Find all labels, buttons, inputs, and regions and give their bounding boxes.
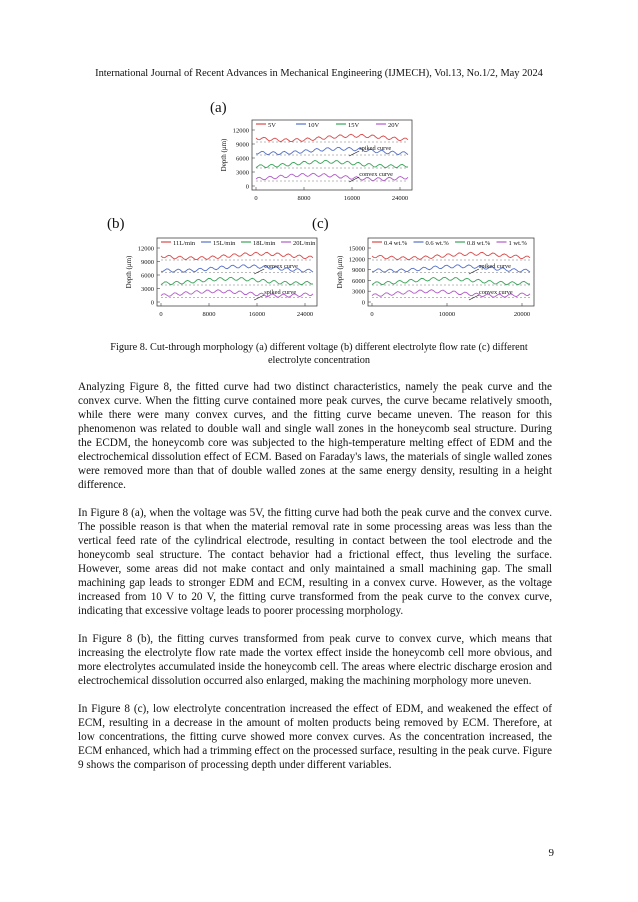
y-axis-label: Depth (μm) <box>220 138 228 172</box>
caption-line-2: electrolyte concentration <box>267 355 371 366</box>
y-tick-label: 0 <box>150 299 154 307</box>
curve-annotation: convex curve <box>478 289 513 296</box>
x-tick-label: 16000 <box>248 311 266 318</box>
legend-entry: 20L/min <box>293 240 316 247</box>
panel-c <box>310 216 540 331</box>
x-tick-label: 24000 <box>296 311 314 318</box>
legend-entry: 10V <box>308 122 320 129</box>
curve-annotation: spiked curve <box>264 289 297 296</box>
paragraph-3: In Figure 8 (b), the fitting curves transformed from peak curve to convex curve, which means that increasing the electrolyte flow rate made the vortex effect inside the honeycomb cell more obvious, and more electrolytes accumulated inside the honeycomb cell. The areas where electric discharge erosion and electrochemical dissolution occurred also enlarged, making the machining morphology more uneven. <box>78 633 552 687</box>
x-tick-label: 20000 <box>513 311 531 318</box>
y-tick-label: 3000 <box>352 288 365 296</box>
y-tick-label: 9000 <box>352 267 365 275</box>
x-tick-label: 16000 <box>343 195 361 202</box>
paragraph-4: In Figure 8 (c), low electrolyte concentration increased the effect of EDM, and weakened the effect of ECM, resulting in a decrease in the amount of molten products being removed by ECM. Therefore, at low concentrations, the fitting curve showed more convex curves. As the concentration increased, the ECM enhanced, which had a trimming effect on the processed surface, resulting in the peak curve. Figure 9 shows the comparison of processing depth under different variables. <box>78 703 552 771</box>
page-number: 9 <box>548 847 554 859</box>
y-tick-label: 6000 <box>236 155 249 163</box>
profile-curve <box>161 277 313 284</box>
panel-label: (a) <box>210 100 227 116</box>
y-tick-label: 12000 <box>232 127 249 135</box>
legend-entry: 0.4 wt.% <box>384 240 408 247</box>
y-tick-label: 0 <box>245 183 249 191</box>
x-tick-label: 10000 <box>438 311 456 318</box>
y-axis-label: Depth (μm) <box>336 255 344 289</box>
legend-entry: 20V <box>388 122 400 129</box>
profile-curve <box>372 277 530 284</box>
paragraph-2: In Figure 8 (a), when the voltage was 5V, the fitting curve had both the peak curve and the convex curve. The possible reason is that when the material removal rate in some processing areas was less than the vertical feed rate of the cylindrical electrode, resulting in contact between the tool electrode and the honeycomb seal structure. The contact behavior had a frictional effect, thus leveling the surface. However, some areas did not make contact and only maintained a small machining gap. The small machining gap leads to stronger EDM and ECM, resulting in a convex curve. However, as the voltage increased from 10 V to 20 V, the fitting curve transformed from the peak curve to the convex curve, indicating that excessive voltage leads to poorer processing morphology. <box>78 507 552 617</box>
legend-entry: 15L/min <box>213 240 236 247</box>
profile-curve <box>161 252 313 259</box>
panel-a <box>190 100 420 215</box>
legend-entry: 0.6 wt.% <box>425 240 449 247</box>
panel-label: (c) <box>312 216 329 232</box>
paragraph-1: Analyzing Figure 8, the fitted curve had two distinct characteristics, namely the peak curve and the convex curve. When the fitting curve contained more peak curves, the curve became relatively smooth, while there were many convex curves, and the fitting curve became uneven. The reason for this phenomenon was related to double wall and single wall zones in the honeycomb seal structure. During the ECDM, the honeycomb core was subjected to the high-temperature melting effect of EDM and the electrochemical dissolution effect of ECM. Based on Faraday's laws, the materials of single walled zones were removed more than that of double walled zones at the same energy density, resulting in a height difference. <box>78 381 552 491</box>
legend-entry: 15V <box>348 122 360 129</box>
profile-curve <box>372 252 530 259</box>
profile-curve <box>256 134 408 141</box>
legend-entry: 11L/min <box>173 240 196 247</box>
y-tick-label: 0 <box>361 299 365 307</box>
annotation-arrow <box>254 269 264 274</box>
x-tick-label: 0 <box>370 311 374 318</box>
legend-entry: 0.8 wt.% <box>467 240 491 247</box>
curve-annotation: spiked curve <box>478 263 511 270</box>
legend-entry: 18L/min <box>253 240 276 247</box>
y-tick-label: 6000 <box>352 277 365 285</box>
y-tick-label: 3000 <box>236 169 249 177</box>
legend-entry: 1 wt.% <box>508 240 527 247</box>
y-tick-label: 12000 <box>348 256 365 264</box>
panel-label: (b) <box>107 216 125 232</box>
y-tick-label: 6000 <box>141 272 154 280</box>
panel-b <box>105 216 325 331</box>
profile-curve <box>256 160 408 167</box>
curve-annotation: convex curve <box>264 263 298 270</box>
x-tick-label: 8000 <box>202 311 216 318</box>
curve-annotation: spiked curve <box>359 145 392 152</box>
y-tick-label: 3000 <box>141 286 154 293</box>
legend-entry: 5V <box>268 122 276 129</box>
y-tick-label: 9000 <box>141 259 154 266</box>
x-tick-label: 8000 <box>297 195 311 202</box>
caption-line-1: Figure 8. Cut-through morphology (a) different voltage (b) different electrolyte flow rate (c) different <box>110 342 528 353</box>
body-text <box>78 380 552 786</box>
y-tick-label: 12000 <box>137 245 154 253</box>
curve-annotation: convex curve <box>359 171 393 178</box>
y-tick-label: 15000 <box>348 245 365 253</box>
annotation-arrow <box>469 269 479 274</box>
journal-header: International Journal of Recent Advances in Mechanical Engineering (IJMECH), Vol.13, No.1/2, May 2024 <box>95 68 543 79</box>
x-tick-label: 0 <box>159 311 163 318</box>
x-tick-label: 0 <box>254 195 258 202</box>
figure-caption <box>96 341 542 367</box>
y-axis-label: Depth (μm) <box>125 255 133 289</box>
figure-8 <box>0 92 638 337</box>
x-tick-label: 24000 <box>391 195 409 202</box>
y-tick-label: 9000 <box>236 141 249 149</box>
